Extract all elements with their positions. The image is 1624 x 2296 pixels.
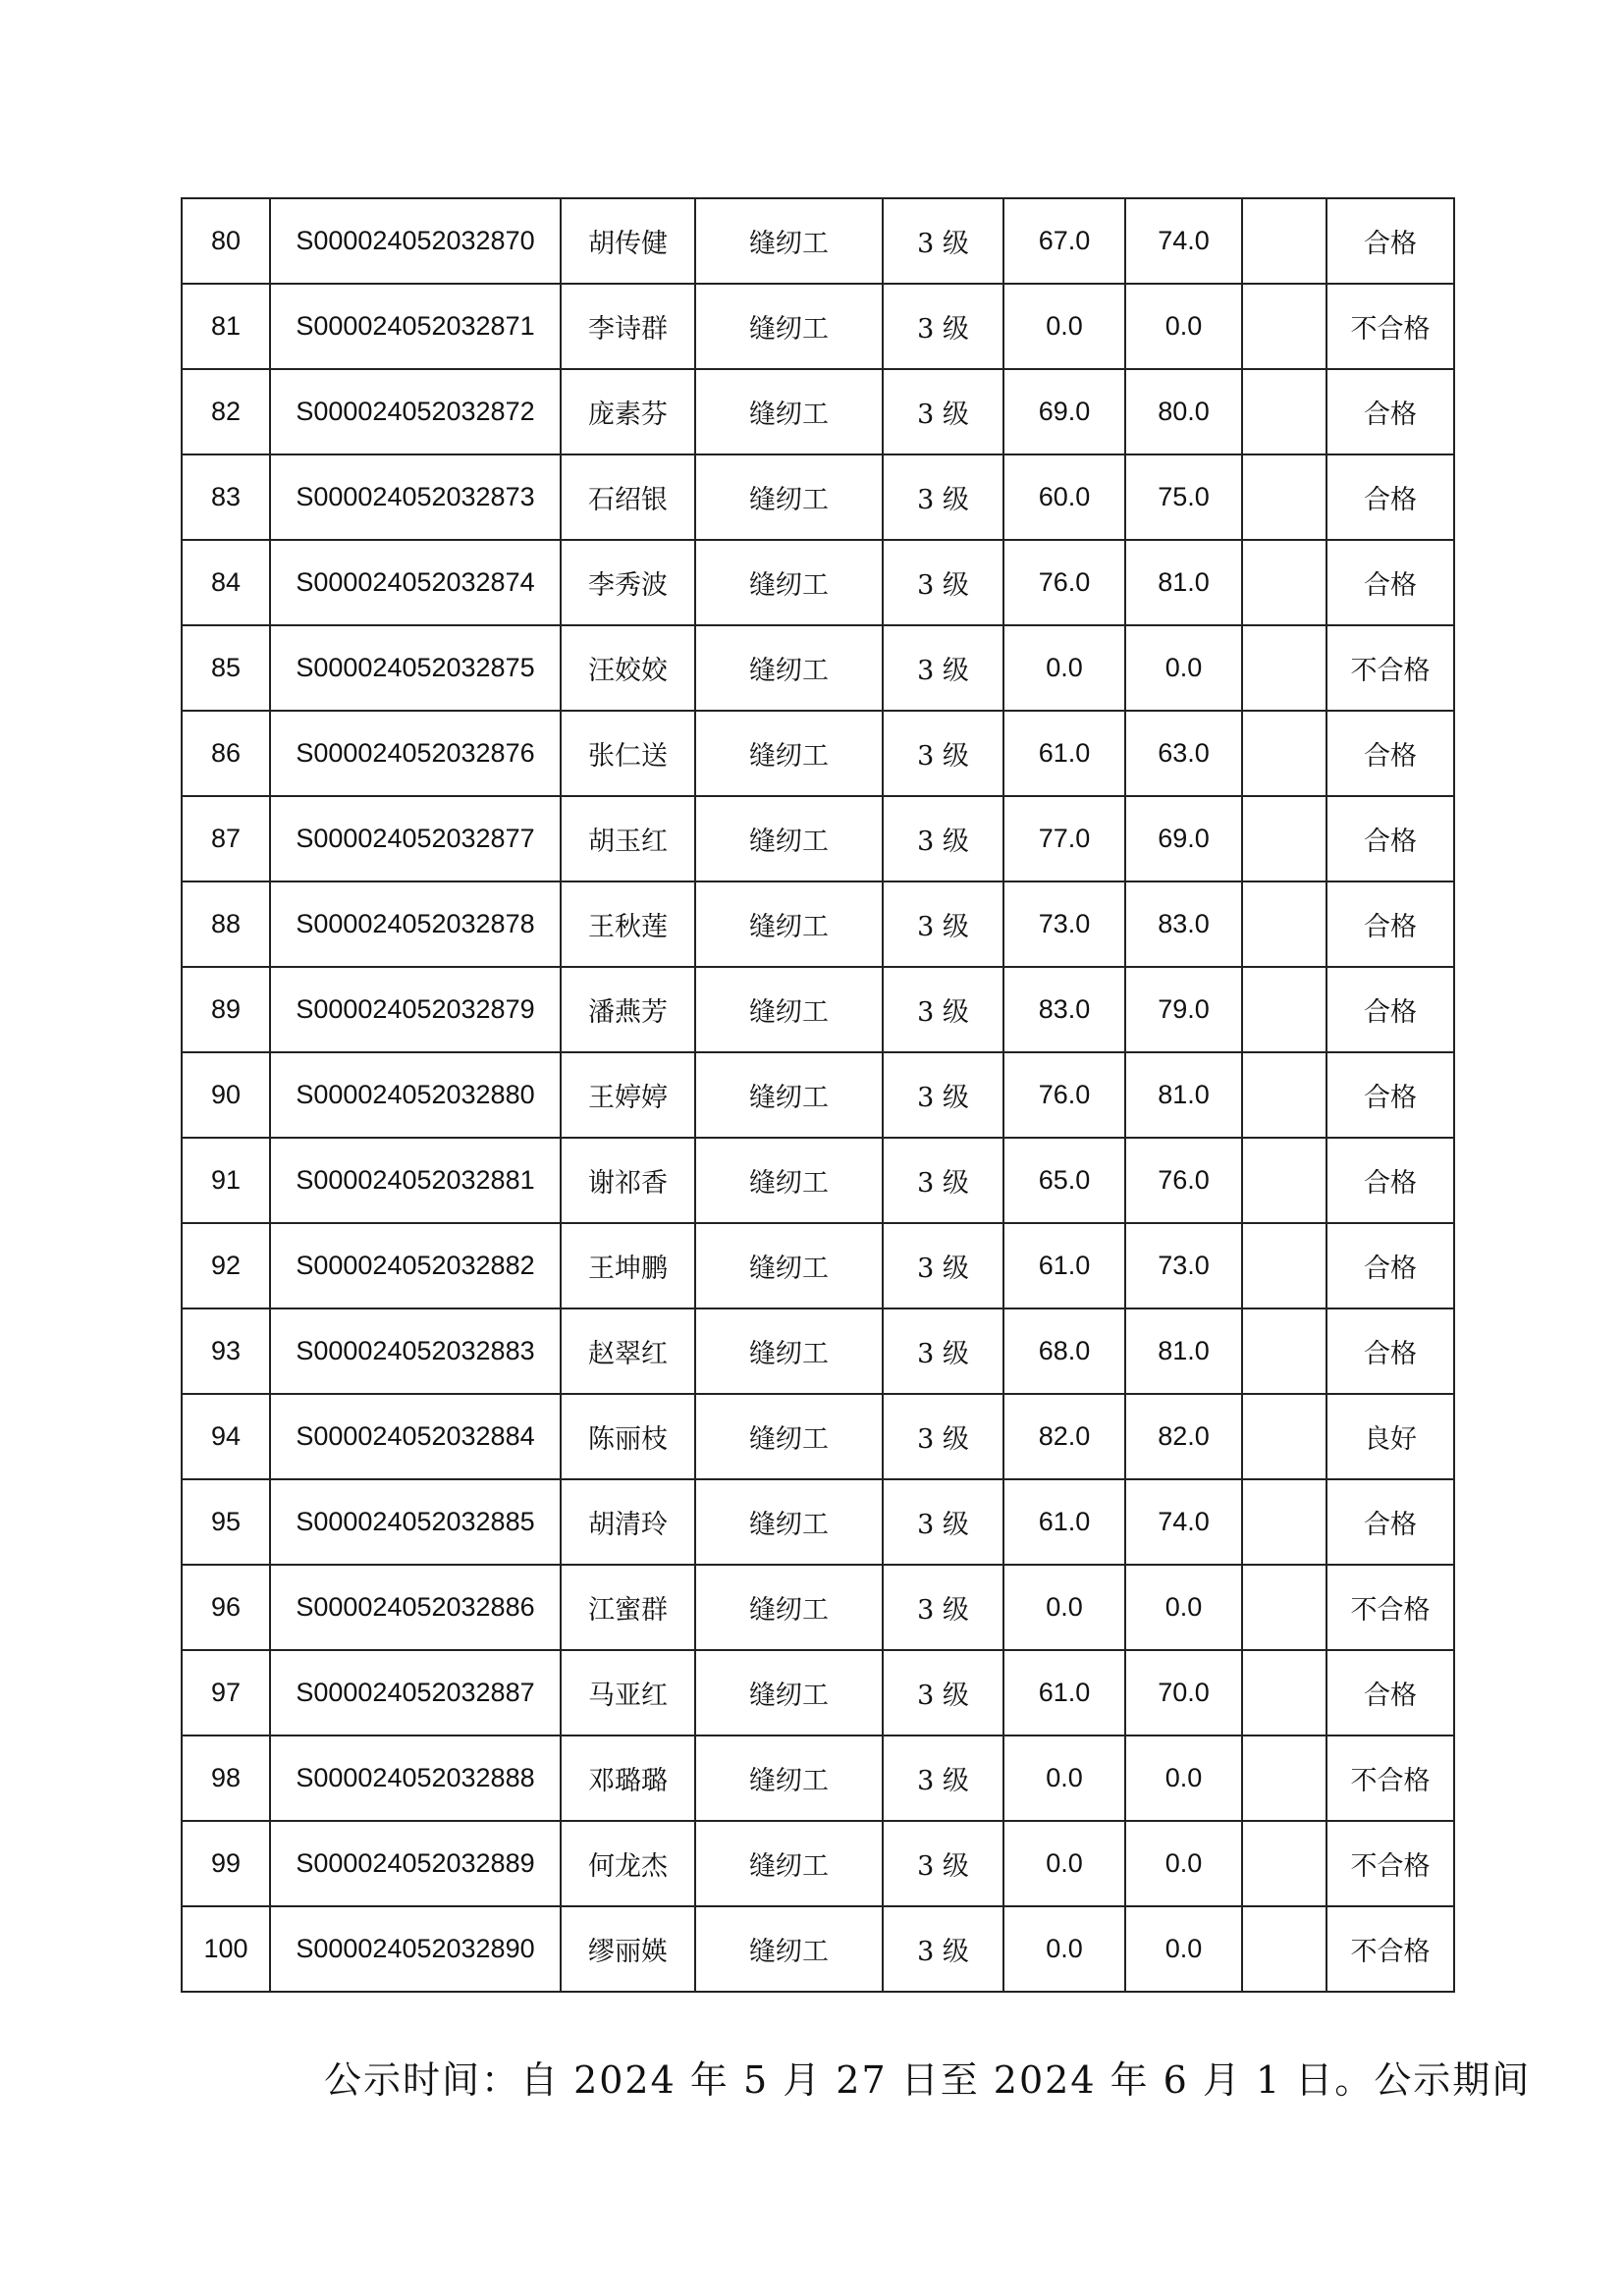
cell-trade: 缝纫工 — [695, 881, 883, 967]
cell-blank — [1242, 540, 1326, 625]
cell-result: 不合格 — [1326, 284, 1454, 369]
cell-blank — [1242, 369, 1326, 454]
cell-result: 合格 — [1326, 1138, 1454, 1223]
cell-certificate-id: S000024052032879 — [270, 967, 561, 1052]
cell-level: 3 级 — [883, 967, 1003, 1052]
cell-name: 马亚红 — [561, 1650, 695, 1735]
cell-score-practical: 63.0 — [1125, 711, 1242, 796]
cell-certificate-id: S000024052032890 — [270, 1906, 561, 1992]
cell-score-practical: 69.0 — [1125, 796, 1242, 881]
cell-blank — [1242, 1650, 1326, 1735]
publication-notice: 公示时间：自 2024 年 5 月 27 日至 2024 年 6 月 1 日。公示期间 — [324, 2058, 1532, 2102]
cell-score-practical: 0.0 — [1125, 1821, 1242, 1906]
cell-certificate-id: S000024052032875 — [270, 625, 561, 711]
cell-trade: 缝纫工 — [695, 1821, 883, 1906]
cell-serial-number: 93 — [182, 1308, 270, 1394]
cell-trade: 缝纫工 — [695, 284, 883, 369]
cell-blank — [1242, 454, 1326, 540]
cell-trade: 缝纫工 — [695, 796, 883, 881]
cell-serial-number: 83 — [182, 454, 270, 540]
cell-certificate-id: S000024052032885 — [270, 1479, 561, 1565]
cell-certificate-id: S000024052032874 — [270, 540, 561, 625]
cell-result: 不合格 — [1326, 1735, 1454, 1821]
cell-score-practical: 76.0 — [1125, 1138, 1242, 1223]
cell-score-theory: 61.0 — [1003, 1223, 1125, 1308]
cell-score-practical: 81.0 — [1125, 540, 1242, 625]
cell-blank — [1242, 881, 1326, 967]
cell-serial-number: 90 — [182, 1052, 270, 1138]
cell-certificate-id: S000024052032883 — [270, 1308, 561, 1394]
cell-trade: 缝纫工 — [695, 540, 883, 625]
cell-result: 不合格 — [1326, 1565, 1454, 1650]
table-row — [182, 198, 1454, 284]
cell-score-practical: 0.0 — [1125, 625, 1242, 711]
cell-serial-number: 82 — [182, 369, 270, 454]
table-row — [182, 1906, 1454, 1992]
table-row — [182, 369, 1454, 454]
cell-score-theory: 0.0 — [1003, 1821, 1125, 1906]
cell-certificate-id: S000024052032889 — [270, 1821, 561, 1906]
cell-serial-number: 95 — [182, 1479, 270, 1565]
cell-score-theory: 68.0 — [1003, 1308, 1125, 1394]
table-row — [182, 1052, 1454, 1138]
cell-name: 陈丽枝 — [561, 1394, 695, 1479]
table-row — [182, 454, 1454, 540]
cell-serial-number: 100 — [182, 1906, 270, 1992]
cell-blank — [1242, 284, 1326, 369]
cell-name: 王坤鹏 — [561, 1223, 695, 1308]
cell-level: 3 级 — [883, 1479, 1003, 1565]
table-row — [182, 540, 1454, 625]
cell-serial-number: 94 — [182, 1394, 270, 1479]
cell-blank — [1242, 1138, 1326, 1223]
cell-trade: 缝纫工 — [695, 1223, 883, 1308]
cell-result: 合格 — [1326, 540, 1454, 625]
cell-serial-number: 89 — [182, 967, 270, 1052]
cell-result: 合格 — [1326, 1650, 1454, 1735]
cell-name: 李诗群 — [561, 284, 695, 369]
cell-result: 合格 — [1326, 1223, 1454, 1308]
cell-certificate-id: S000024052032882 — [270, 1223, 561, 1308]
cell-serial-number: 99 — [182, 1821, 270, 1906]
cell-result: 合格 — [1326, 967, 1454, 1052]
cell-serial-number: 92 — [182, 1223, 270, 1308]
cell-score-practical: 80.0 — [1125, 369, 1242, 454]
cell-certificate-id: S000024052032878 — [270, 881, 561, 967]
cell-certificate-id: S000024052032872 — [270, 369, 561, 454]
cell-serial-number: 87 — [182, 796, 270, 881]
cell-result: 合格 — [1326, 454, 1454, 540]
cell-score-theory: 60.0 — [1003, 454, 1125, 540]
cell-name: 潘燕芳 — [561, 967, 695, 1052]
cell-trade: 缝纫工 — [695, 1650, 883, 1735]
cell-result: 合格 — [1326, 796, 1454, 881]
cell-name: 石绍银 — [561, 454, 695, 540]
table-row — [182, 1479, 1454, 1565]
cell-score-theory: 76.0 — [1003, 1052, 1125, 1138]
cell-level: 3 级 — [883, 881, 1003, 967]
cell-result: 合格 — [1326, 1479, 1454, 1565]
cell-score-practical: 0.0 — [1125, 284, 1242, 369]
cell-trade: 缝纫工 — [695, 369, 883, 454]
cell-certificate-id: S000024052032876 — [270, 711, 561, 796]
cell-trade: 缝纫工 — [695, 198, 883, 284]
results-table — [181, 197, 1455, 1993]
cell-level: 3 级 — [883, 1565, 1003, 1650]
cell-result: 合格 — [1326, 369, 1454, 454]
table-row — [182, 1735, 1454, 1821]
cell-score-practical: 74.0 — [1125, 1479, 1242, 1565]
cell-score-theory: 0.0 — [1003, 1565, 1125, 1650]
cell-score-theory: 83.0 — [1003, 967, 1125, 1052]
cell-trade: 缝纫工 — [695, 1906, 883, 1992]
cell-serial-number: 80 — [182, 198, 270, 284]
cell-trade: 缝纫工 — [695, 1565, 883, 1650]
cell-trade: 缝纫工 — [695, 625, 883, 711]
table-row — [182, 1650, 1454, 1735]
cell-level: 3 级 — [883, 1906, 1003, 1992]
cell-level: 3 级 — [883, 1223, 1003, 1308]
cell-score-practical: 74.0 — [1125, 198, 1242, 284]
cell-level: 3 级 — [883, 1650, 1003, 1735]
cell-serial-number: 98 — [182, 1735, 270, 1821]
cell-level: 3 级 — [883, 1394, 1003, 1479]
cell-trade: 缝纫工 — [695, 711, 883, 796]
cell-serial-number: 91 — [182, 1138, 270, 1223]
cell-blank — [1242, 1479, 1326, 1565]
cell-name: 邓璐璐 — [561, 1735, 695, 1821]
cell-level: 3 级 — [883, 198, 1003, 284]
cell-level: 3 级 — [883, 711, 1003, 796]
cell-certificate-id: S000024052032881 — [270, 1138, 561, 1223]
cell-blank — [1242, 1735, 1326, 1821]
table-row — [182, 1394, 1454, 1479]
cell-score-theory: 69.0 — [1003, 369, 1125, 454]
table-row — [182, 284, 1454, 369]
cell-score-theory: 0.0 — [1003, 284, 1125, 369]
cell-serial-number: 96 — [182, 1565, 270, 1650]
cell-score-practical: 0.0 — [1125, 1906, 1242, 1992]
cell-result: 合格 — [1326, 198, 1454, 284]
cell-score-theory: 65.0 — [1003, 1138, 1125, 1223]
table-row — [182, 711, 1454, 796]
cell-blank — [1242, 711, 1326, 796]
table-row — [182, 1308, 1454, 1394]
cell-blank — [1242, 1308, 1326, 1394]
cell-blank — [1242, 1906, 1326, 1992]
cell-score-theory: 0.0 — [1003, 1735, 1125, 1821]
cell-name: 王秋莲 — [561, 881, 695, 967]
cell-blank — [1242, 1394, 1326, 1479]
table-row — [182, 796, 1454, 881]
cell-name: 何龙杰 — [561, 1821, 695, 1906]
cell-trade: 缝纫工 — [695, 454, 883, 540]
cell-score-theory: 0.0 — [1003, 1906, 1125, 1992]
cell-serial-number: 88 — [182, 881, 270, 967]
cell-score-practical: 0.0 — [1125, 1735, 1242, 1821]
cell-name: 江蜜群 — [561, 1565, 695, 1650]
cell-level: 3 级 — [883, 1735, 1003, 1821]
cell-level: 3 级 — [883, 625, 1003, 711]
cell-name: 汪姣姣 — [561, 625, 695, 711]
cell-score-practical: 83.0 — [1125, 881, 1242, 967]
cell-trade: 缝纫工 — [695, 1052, 883, 1138]
cell-trade: 缝纫工 — [695, 1735, 883, 1821]
cell-certificate-id: S000024052032873 — [270, 454, 561, 540]
table-row — [182, 1821, 1454, 1906]
cell-blank — [1242, 1052, 1326, 1138]
cell-name: 庞素芬 — [561, 369, 695, 454]
cell-score-practical: 82.0 — [1125, 1394, 1242, 1479]
cell-result: 合格 — [1326, 1308, 1454, 1394]
cell-name: 胡玉红 — [561, 796, 695, 881]
cell-score-practical: 73.0 — [1125, 1223, 1242, 1308]
cell-certificate-id: S000024052032877 — [270, 796, 561, 881]
cell-name: 王婷婷 — [561, 1052, 695, 1138]
cell-blank — [1242, 1565, 1326, 1650]
cell-level: 3 级 — [883, 284, 1003, 369]
cell-serial-number: 86 — [182, 711, 270, 796]
cell-trade: 缝纫工 — [695, 1394, 883, 1479]
cell-name: 胡传健 — [561, 198, 695, 284]
cell-result: 不合格 — [1326, 625, 1454, 711]
cell-score-theory: 76.0 — [1003, 540, 1125, 625]
cell-certificate-id: S000024052032870 — [270, 198, 561, 284]
cell-blank — [1242, 967, 1326, 1052]
cell-result: 不合格 — [1326, 1906, 1454, 1992]
cell-level: 3 级 — [883, 540, 1003, 625]
cell-serial-number: 85 — [182, 625, 270, 711]
cell-blank — [1242, 198, 1326, 284]
cell-serial-number: 84 — [182, 540, 270, 625]
cell-name: 缪丽媖 — [561, 1906, 695, 1992]
cell-name: 谢祁香 — [561, 1138, 695, 1223]
cell-blank — [1242, 625, 1326, 711]
cell-score-theory: 61.0 — [1003, 711, 1125, 796]
cell-score-practical: 0.0 — [1125, 1565, 1242, 1650]
cell-score-theory: 82.0 — [1003, 1394, 1125, 1479]
cell-trade: 缝纫工 — [695, 1138, 883, 1223]
cell-certificate-id: S000024052032880 — [270, 1052, 561, 1138]
cell-result: 合格 — [1326, 1052, 1454, 1138]
cell-blank — [1242, 1821, 1326, 1906]
cell-level: 3 级 — [883, 454, 1003, 540]
cell-certificate-id: S000024052032871 — [270, 284, 561, 369]
cell-score-practical: 81.0 — [1125, 1308, 1242, 1394]
cell-name: 赵翠红 — [561, 1308, 695, 1394]
cell-serial-number: 81 — [182, 284, 270, 369]
table-row — [182, 1223, 1454, 1308]
cell-score-theory: 0.0 — [1003, 625, 1125, 711]
cell-certificate-id: S000024052032887 — [270, 1650, 561, 1735]
cell-name: 张仁送 — [561, 711, 695, 796]
cell-score-practical: 70.0 — [1125, 1650, 1242, 1735]
cell-result: 不合格 — [1326, 1821, 1454, 1906]
cell-serial-number: 97 — [182, 1650, 270, 1735]
cell-score-theory: 73.0 — [1003, 881, 1125, 967]
cell-score-practical: 75.0 — [1125, 454, 1242, 540]
cell-score-theory: 61.0 — [1003, 1479, 1125, 1565]
cell-level: 3 级 — [883, 1821, 1003, 1906]
cell-blank — [1242, 1223, 1326, 1308]
cell-name: 李秀波 — [561, 540, 695, 625]
cell-level: 3 级 — [883, 796, 1003, 881]
cell-certificate-id: S000024052032886 — [270, 1565, 561, 1650]
table-body — [182, 198, 1454, 1992]
cell-score-theory: 77.0 — [1003, 796, 1125, 881]
cell-trade: 缝纫工 — [695, 1308, 883, 1394]
cell-level: 3 级 — [883, 1052, 1003, 1138]
cell-level: 3 级 — [883, 1138, 1003, 1223]
cell-result: 合格 — [1326, 881, 1454, 967]
cell-score-theory: 61.0 — [1003, 1650, 1125, 1735]
cell-trade: 缝纫工 — [695, 967, 883, 1052]
cell-blank — [1242, 796, 1326, 881]
cell-level: 3 级 — [883, 369, 1003, 454]
cell-certificate-id: S000024052032884 — [270, 1394, 561, 1479]
cell-score-theory: 67.0 — [1003, 198, 1125, 284]
cell-name: 胡清玲 — [561, 1479, 695, 1565]
cell-result: 良好 — [1326, 1394, 1454, 1479]
cell-trade: 缝纫工 — [695, 1479, 883, 1565]
table-row — [182, 967, 1454, 1052]
table-row — [182, 1138, 1454, 1223]
cell-score-practical: 79.0 — [1125, 967, 1242, 1052]
cell-result: 合格 — [1326, 711, 1454, 796]
cell-score-practical: 81.0 — [1125, 1052, 1242, 1138]
table-row — [182, 1565, 1454, 1650]
table-row — [182, 881, 1454, 967]
cell-level: 3 级 — [883, 1308, 1003, 1394]
cell-certificate-id: S000024052032888 — [270, 1735, 561, 1821]
table-row — [182, 625, 1454, 711]
